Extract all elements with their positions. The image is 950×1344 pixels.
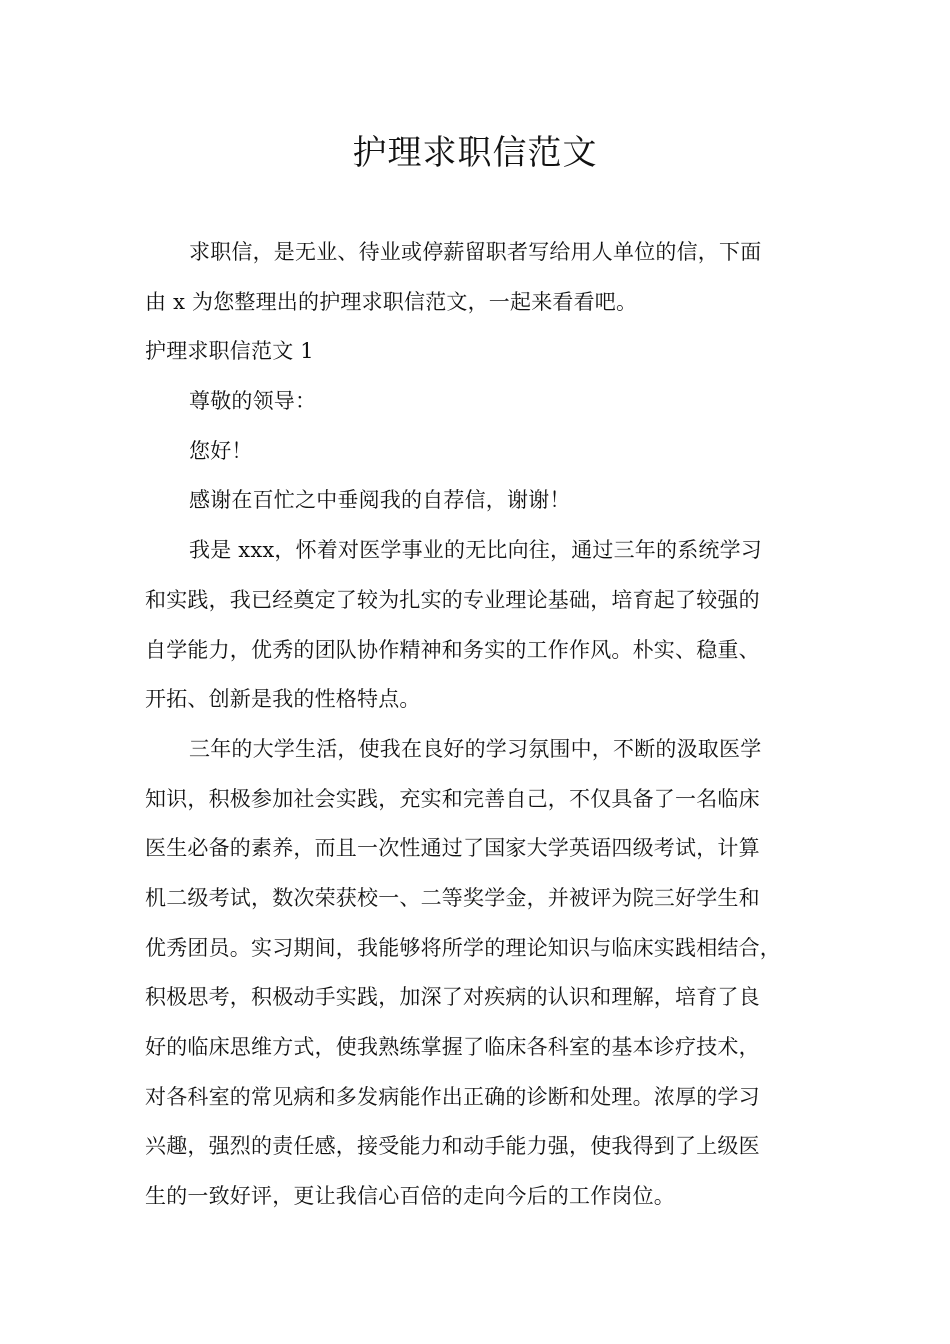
text-line: 机二级考试，数次荣获校一、二等奖学金，并被评为院三好学生和 bbox=[145, 885, 760, 910]
text-line: 三年的大学生活，使我在良好的学习氛围中，不断的汲取医学 bbox=[189, 736, 762, 761]
text-line: 感谢在百忙之中垂阅我的自荐信，谢谢！ bbox=[189, 488, 571, 513]
text-line: 兴趣，强烈的责任感，接受能力和动手能力强，使我得到了上级医 bbox=[145, 1134, 760, 1159]
text-line: 求职信，是无业、待业或停薪留职者写给用人单位的信，下面 bbox=[189, 240, 762, 264]
text-line: 我是 xxx，怀着对医学事业的无比向往，通过三年的系统学习 bbox=[189, 538, 763, 563]
text-line: 优秀团员。实习期间，我能够将所学的理论知识与临床实践相结合， bbox=[145, 935, 781, 960]
text-line: 生的一致好评，更让我信心百倍的走向今后的工作岗位。 bbox=[145, 1184, 675, 1209]
section-heading: 护理求职信范文 1 bbox=[145, 339, 314, 364]
text-line: 积极思考，积极动手实践，加深了对疾病的认识和理解，培育了良 bbox=[145, 985, 760, 1010]
text-line: 由 x 为您整理出的护理求职信范文，一起来看看吧。 bbox=[145, 289, 638, 314]
text-line: 好的临床思维方式，使我熟练掌握了临床各科室的基本诊疗技术， bbox=[145, 1035, 760, 1059]
text-line: 知识，积极参加社会实践，充实和完善自己，不仅具备了一名临床 bbox=[145, 786, 760, 811]
text-line: 医生必备的素养，而且一次性通过了国家大学英语四级考试，计算 bbox=[145, 836, 760, 861]
document-title: 护理求职信范文 bbox=[352, 133, 598, 173]
text-line: 自学能力，优秀的团队协作精神和务实的工作作风。朴实、稳重、 bbox=[145, 637, 760, 662]
text-line: 对各科室的常见病和多发病能作出正确的诊断和处理。浓厚的学习 bbox=[145, 1084, 760, 1109]
text-line: 和实践，我已经奠定了较为扎实的专业理论基础，培育起了较强的 bbox=[145, 587, 760, 612]
text-line: 开拓、创新是我的性格特点。 bbox=[145, 687, 421, 712]
salutation: 尊敬的领导： bbox=[189, 389, 317, 414]
greeting: 您好！ bbox=[189, 438, 253, 463]
document-body bbox=[145, 228, 835, 1222]
